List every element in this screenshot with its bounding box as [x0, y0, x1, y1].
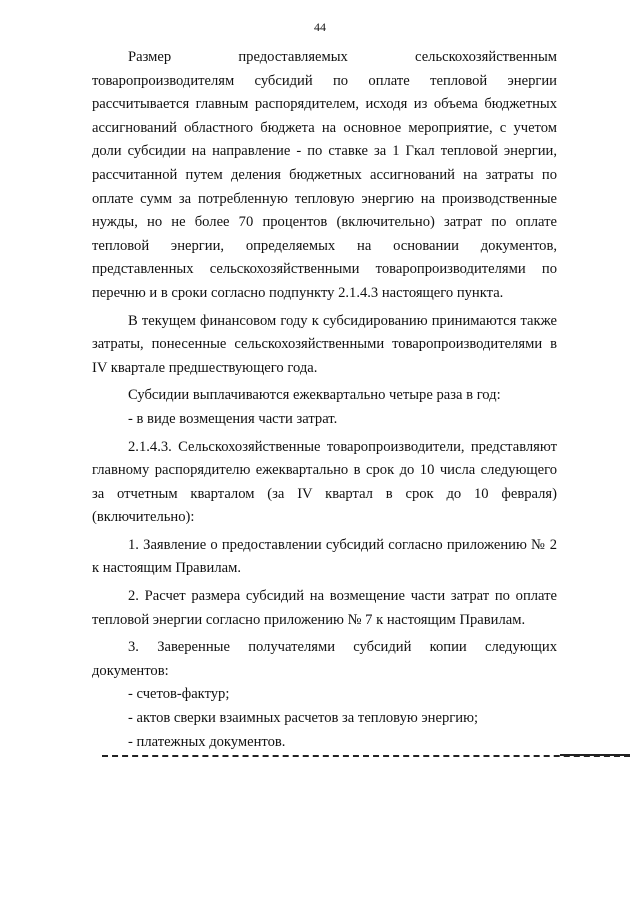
paragraph-previous-year-costs: В текущем финансовом году к субсидированию принимаются также затраты, понесенные сельскохозяйственными товаропроизводителями в IV квартале предшествующего года. — [92, 312, 557, 376]
paragraph-payment-schedule: Субсидии выплачиваются ежеквартально четыре раза в год: — [128, 387, 501, 404]
paragraph-calculation-item: 2. Расчет размера субсидий на возмещение части затрат по оплате тепловой энергии согласно приложению № 7 к настоящим Правилам. — [92, 588, 557, 628]
list-item-payment-documents: - платежных документов. — [128, 733, 286, 750]
paragraph-certified-copies-item: 3. Заверенные получателями субсидий копии следующих документов: — [92, 639, 557, 679]
document-body — [92, 46, 557, 754]
scan-separator-line — [102, 755, 630, 757]
page-number: 44 — [314, 20, 326, 34]
list-item-reconciliation-acts: - актов сверки взаимных расчетов за тепловую энергию; — [128, 710, 479, 727]
paragraph-application-item: 1. Заявление о предоставлении субсидий согласно приложению № 2 к настоящим Правилам. — [92, 536, 557, 577]
scan-separator-solid-end — [560, 754, 630, 756]
list-item-partial-compensation: - в виде возмещения части затрат. — [128, 410, 338, 427]
paragraph-clause-2-1-4-3: 2.1.4.3. Сельскохозяйственные товаропроизводители, представляют главному распорядителю ежеквартально в срок до 10 числа следующего за отчетным кварталом (за IV квартал в срок до 10 февраля) (включительно): — [92, 438, 557, 526]
paragraph-subsidy-calculation: Размер предоставляемых сельскохозяйственным товаропроизводителям субсидий по оплате тепловой энергии рассчитывается главным распорядителем, исходя из объема бюджетных ассигнований областного бюджета на основное мероприятие, с учетом доли субсидии на направление - по ставке за 1 Гкал тепловой энергии, рассчитанной путем деления бюджетных ассигнований на затраты по оплате сумм за потребленную тепловую энергию на производственные нужды, но не более 70 процентов (включительно) затрат по оплате тепловой энергии, определяемых на основании документов, представленных сельскохозяйственными товаропроизводителями по перечню и в сроки согласно подпункту 2.1.4.3 настоящего пункта. — [92, 49, 557, 301]
list-item-invoices: - счетов-фактур; — [128, 686, 230, 703]
